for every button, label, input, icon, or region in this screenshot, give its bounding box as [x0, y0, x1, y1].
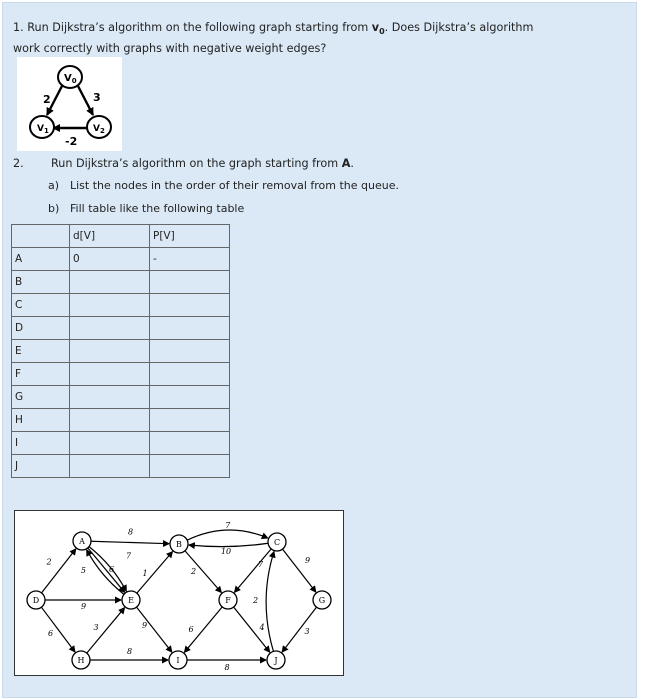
weighted-graph-figure	[14, 510, 344, 676]
weighted-graph-svg	[15, 511, 343, 675]
vertex-cell: E	[12, 340, 70, 363]
table-row	[12, 363, 230, 386]
edge-weight-label: 7	[257, 560, 264, 569]
start-vertex: $v_0$	[371, 21, 385, 37]
edge-weight-label: 3	[304, 627, 310, 636]
node-label-h: H	[77, 656, 85, 665]
question-2-number: 2.	[13, 157, 24, 170]
sub-question-b	[48, 202, 244, 215]
sub-question-a	[48, 179, 399, 192]
table-row	[12, 455, 230, 478]
distance-cell	[70, 409, 150, 432]
vertex-cell: C	[12, 294, 70, 317]
vertex-cell: D	[12, 317, 70, 340]
table-row	[12, 409, 230, 432]
edge-weight-label: 1	[142, 569, 148, 578]
edge-weight-label: 8	[127, 527, 134, 537]
edge-b-c	[187, 530, 268, 540]
table-row	[12, 432, 230, 455]
edge-weight-label: 3	[93, 623, 99, 632]
distance-cell: 0	[70, 248, 150, 271]
distance-cell	[70, 386, 150, 409]
small-graph-figure	[17, 57, 122, 151]
weight-v0-v1: 2	[43, 93, 51, 106]
distance-cell	[70, 363, 150, 386]
node-label-g: G	[318, 596, 326, 605]
edge-weight-label: 6	[109, 564, 115, 574]
vertex-cell: J	[12, 455, 70, 478]
distance-cell	[70, 294, 150, 317]
node-label-e: E	[128, 596, 134, 605]
vertex-cell: I	[12, 432, 70, 455]
sub-question-a-label: a)	[48, 179, 60, 192]
node-label-j: J	[274, 656, 278, 665]
table-row	[12, 340, 230, 363]
vertex-cell: G	[12, 386, 70, 409]
question-1-text-after: . Does Dijkstra’s algorithm	[384, 21, 534, 34]
parent-cell	[150, 317, 230, 340]
edge-h-e	[87, 608, 125, 653]
edge-g-j	[282, 607, 316, 652]
edge-v0-v2	[78, 86, 93, 115]
parent-cell: -	[150, 248, 230, 271]
edge-c-f	[234, 549, 271, 592]
edge-weight-label: 5	[80, 566, 86, 576]
distance-table	[11, 224, 230, 478]
edge-weight-label: 8	[224, 663, 230, 672]
parent-cell	[150, 386, 230, 409]
table-row	[12, 386, 230, 409]
edge-a-b	[91, 541, 169, 543]
node-v1-label: $V_1$	[37, 124, 49, 135]
question-card	[2, 2, 637, 698]
table-row	[12, 294, 230, 317]
distance-cell	[70, 271, 150, 294]
parent-cell	[150, 340, 230, 363]
edge-e-a	[87, 550, 124, 595]
node-label-d: D	[32, 596, 40, 605]
parent-cell	[150, 363, 230, 386]
node-label-a: A	[79, 537, 85, 546]
parent-cell	[150, 455, 230, 478]
vertex-cell: H	[12, 409, 70, 432]
table-row	[12, 317, 230, 340]
vertex-cell: B	[12, 271, 70, 294]
edge-weight-label: 7	[225, 521, 231, 531]
edge-a-e	[88, 548, 125, 592]
parent-cell	[150, 432, 230, 455]
edge-weight-label: 9	[80, 602, 87, 611]
distance-cell	[70, 317, 150, 340]
vertex-cell: A	[12, 248, 70, 271]
question-1	[13, 19, 613, 57]
table-header-parent: P[V]	[150, 225, 230, 248]
edge-weight-label: 4	[259, 623, 265, 632]
distance-cell	[70, 432, 150, 455]
distance-cell	[70, 455, 150, 478]
edge-d-a	[42, 549, 76, 593]
sub-question-b-text: Fill table like the following table	[70, 202, 245, 215]
parent-cell	[150, 409, 230, 432]
edge-weight-label: 9	[304, 556, 311, 565]
question-1-line2: work correctly with graphs with negative weight edges?	[13, 42, 327, 56]
sub-question-a-text: List the nodes in the order of their removal from the queue.	[70, 179, 399, 192]
weight-v2-v1: -2	[65, 135, 78, 148]
node-label-c: C	[273, 538, 281, 547]
question-1-number: 1.	[13, 21, 24, 34]
edge-d-h	[41, 607, 75, 652]
edge-j-c	[266, 552, 274, 652]
edge-weight-label: 9	[141, 621, 148, 630]
edge-weight-label: 6	[47, 629, 54, 638]
sub-question-b-label: b)	[48, 202, 60, 215]
edge-weight-label: 2	[190, 567, 197, 576]
edge-c-g	[283, 549, 316, 592]
vertex-cell: F	[12, 363, 70, 386]
node-v2-label: $V_2$	[93, 124, 105, 135]
edge-weight-label: 10	[220, 546, 232, 556]
parent-cell	[150, 294, 230, 317]
parent-cell	[150, 271, 230, 294]
node-v0-label: $V_0$	[64, 73, 77, 85]
table-header-row	[12, 225, 230, 248]
weight-v0-v2: 3	[93, 91, 101, 104]
table-row	[12, 271, 230, 294]
edge-a-e	[89, 547, 126, 592]
table-row	[12, 248, 230, 271]
distance-cell	[70, 340, 150, 363]
question-2-text: Run Dijkstra’s algorithm on the graph starting from A.	[51, 157, 354, 170]
edge-weight-label: 6	[188, 625, 194, 634]
node-label-f: F	[225, 596, 231, 605]
question-1-text: Run Dijkstra’s algorithm on the following graph starting from	[27, 21, 372, 34]
table-header-distance: d[V]	[70, 225, 150, 248]
node-label-i: I	[176, 656, 180, 665]
table-header-vertex	[12, 225, 70, 248]
edge-weight-label: 7	[125, 551, 132, 561]
edge-weight-label: 8	[126, 647, 133, 656]
node-label-b: B	[176, 540, 182, 549]
edge-weight-label: 2	[46, 557, 52, 567]
edge-weight-label: 2	[252, 595, 259, 605]
